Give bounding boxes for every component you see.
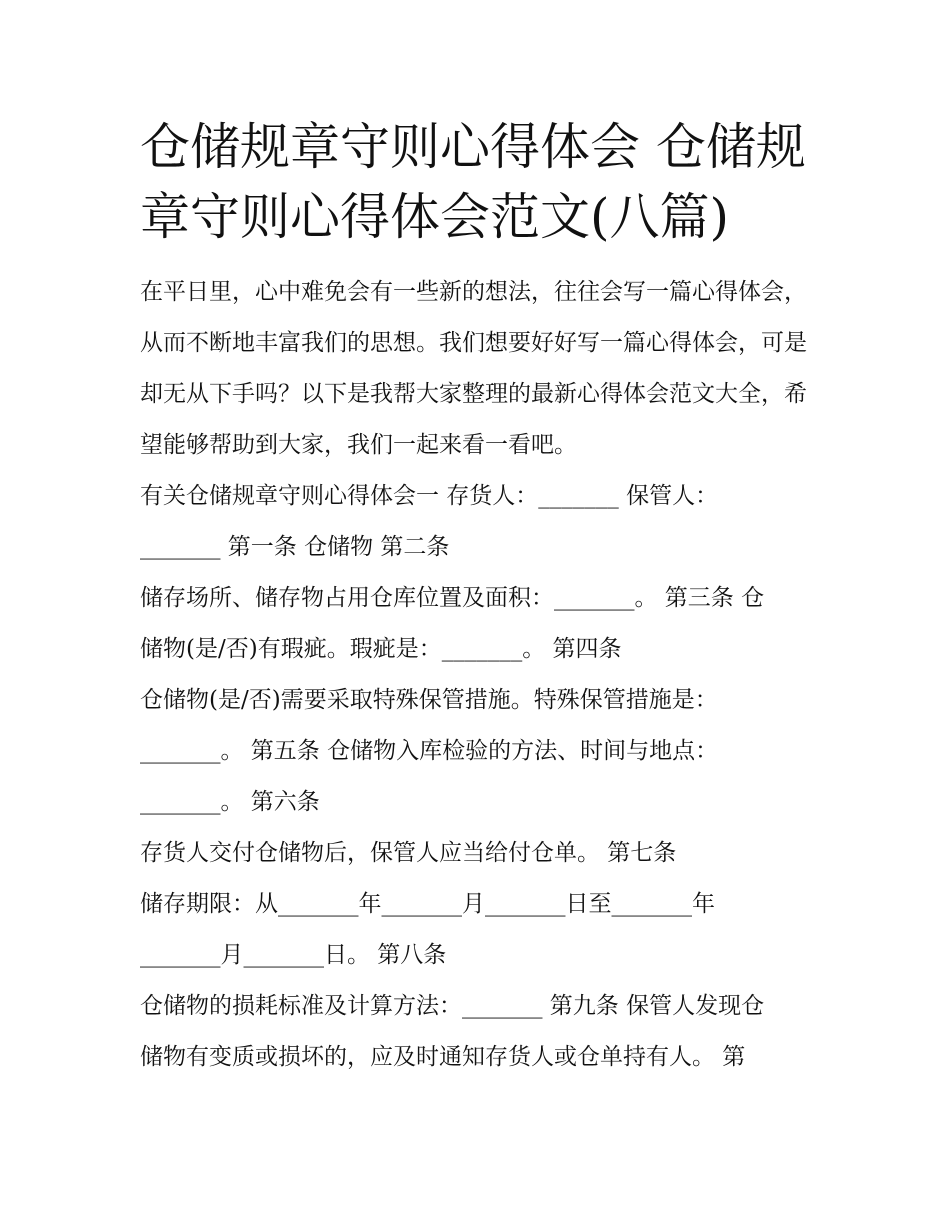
- document-page: [140, 112, 820, 1083]
- document-title: 仓储规章守则心得体会 仓储规章守则心得体会范文(八篇): [140, 118, 806, 246]
- body-line: 有关仓储规章守则心得体会一 存货人：_______ 保管人：: [140, 483, 719, 509]
- contract-body: [140, 471, 820, 1083]
- body-line: 仓储物的损耗标准及计算方法：_______ 第九条 保管人发现仓: [140, 993, 765, 1019]
- body-line: 储存场所、储存物占用仓库位置及面积：_______。 第三条 仓: [140, 585, 765, 611]
- body-line: _______月_______日。 第八条: [140, 942, 447, 968]
- body-line: 储物有变质或损坏的，应及时通知存货人或仓单持有人。 第: [140, 1044, 746, 1070]
- body-line: _______。 第六条: [140, 789, 320, 815]
- body-line: _______。 第五条 仓储物入库检验的方法、时间与地点：: [140, 738, 719, 764]
- intro-paragraph: 在平日里，心中难免会有一些新的想法，往往会写一篇心得体会，从而不断地丰富我们的思想。我们想要好好写一篇心得体会，可是却无从下手吗？以下是我帮大家整理的最新心得体会范文大全，希望能够帮助到大家，我们一起来看一看吧。: [140, 279, 807, 458]
- body-line: 存货人交付仓储物后，保管人应当给付仓单。 第七条: [140, 840, 677, 866]
- body-line: _______ 第一条 仓储物 第二条: [140, 534, 450, 560]
- body-line: 储物(是/否)有瑕疵。瑕疵是：_______。 第四条: [140, 636, 622, 662]
- body-line: 储存期限：从_______年_______月_______日至_______年: [140, 891, 715, 917]
- body-line: 仓储物(是/否)需要采取特殊保管措施。特殊保管措施是：: [140, 687, 718, 713]
